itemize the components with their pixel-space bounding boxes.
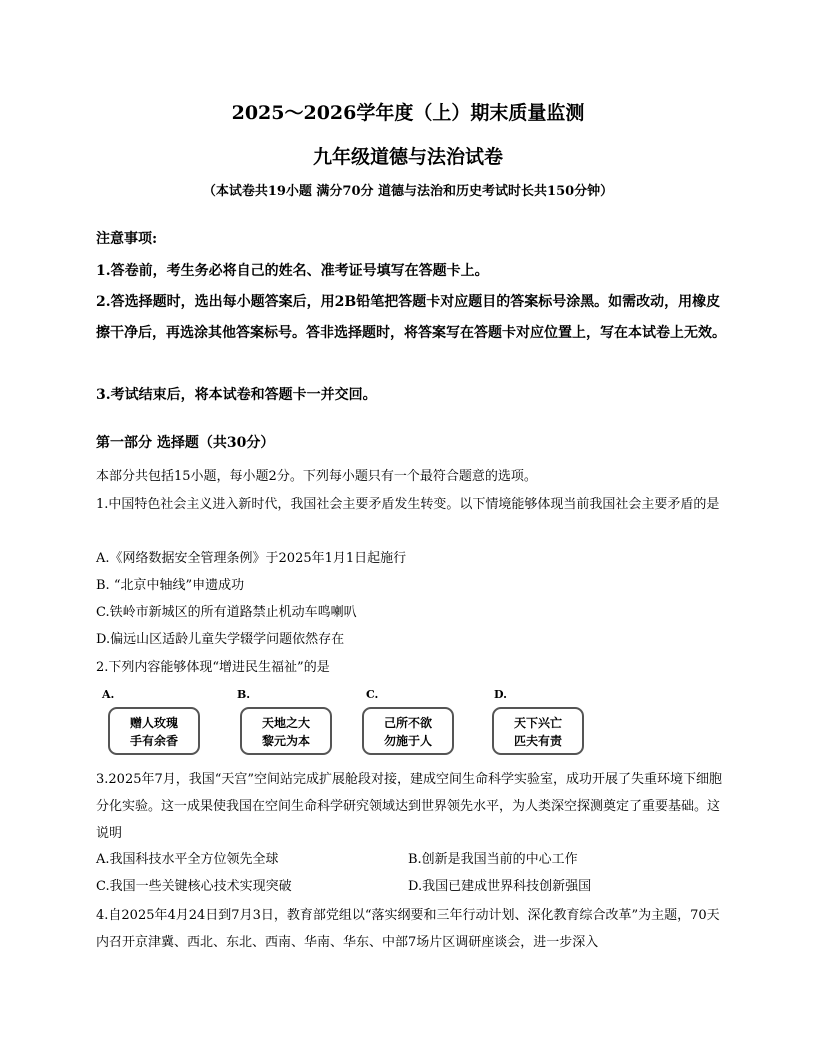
note-item: 2.答选择题时，选出每小题答案后，用2B铅笔把答题卡对应题目的答案标号涂黑。如需改动，用橡皮擦干净后，再选涂其他答案标号。答非选择题时，将答案写在答题卡对应位置上，写在本试卷上无效。 [96, 294, 726, 341]
question-2-card-a-letter: A. [102, 688, 115, 701]
notes-heading: 注意事项: [96, 231, 158, 247]
question-1-option-c: C.铁岭市新城区的所有道路禁止机动车鸣喇叭 [96, 605, 357, 620]
question-2-stem: 2.下列内容能够体现“增进民生福祉”的是 [96, 660, 330, 675]
question-2-card-c-letter: C. [366, 688, 379, 701]
card-line: 勿施于人 [383, 734, 432, 748]
question-1-option-a: A.《网络数据安全管理条例》于2025年1月1日起施行 [96, 551, 407, 566]
section-intro: 本部分共包括15小题，每小题2分。下列每小题只有一个最符合题意的选项。 [96, 469, 537, 484]
card-line: 手有余香 [129, 734, 178, 748]
question-1-stem: 1.中国特色社会主义进入新时代，我国社会主要矛盾发生转变。以下情境能够体现当前我国社会主要矛盾的是 [96, 497, 720, 512]
question-3-option-d: D.我国已建成世界科技创新强国 [408, 879, 592, 894]
section-heading: 第一部分 选择题（共30分） [96, 435, 275, 451]
card-line: 己所不欲 [383, 716, 432, 730]
note-item: 3.考试结束后，将本试卷和答题卡一并交回。 [96, 387, 377, 403]
card-line: 天地之大 [261, 716, 310, 730]
question-2-card-b-letter: B. [237, 688, 251, 701]
card-line: 天下兴亡 [513, 716, 562, 730]
exam-title: 2025～2026学年度（上）期末质量监测 [231, 102, 585, 124]
question-3-option-a: A.我国科技水平全方位领先全球 [96, 852, 279, 867]
card-line: 黎元为本 [261, 734, 310, 748]
question-2-card-d [492, 707, 584, 755]
card-line: 匹夫有责 [513, 734, 562, 748]
question-1-option-d: D.偏远山区适龄儿童失学辍学问题依然存在 [96, 632, 345, 647]
question-2-card-c [362, 707, 454, 755]
question-3-stem: 3.2025年7月，我国“天宫”空间站完成扩展舱段对接，建成空间生命科学实验室，成功开展了失重环境下细胞分化实验。这一成果使我国在空间生命科学研究领域达到世界领先水平，为人类深空探测奠定了重要基础。这说明 [96, 772, 723, 841]
question-1-option-b: B. “北京中轴线”申遗成功 [96, 578, 245, 593]
question-4-stem: 4.自2025年4月24日到7月3日，教育部党组以“落实纲要和三年行动计划、深化教育综合改革”为主题，70天内召开京津冀、西北、东北、西南、华南、华东、中部7场片区调研座谈会，进一步深入 [96, 908, 720, 950]
exam-info: （本试卷共19小题 满分70分 道德与法治和历史考试时长共150分钟） [202, 184, 614, 199]
note-item: 1.答卷前，考生务必将自己的姓名、准考证号填写在答题卡上。 [96, 263, 489, 279]
exam-subject: 九年级道德与法治试卷 [312, 146, 503, 168]
question-2-card-a [108, 707, 200, 755]
question-2-card-d-letter: D. [494, 688, 507, 701]
question-3-option-b: B.创新是我国当前的中心工作 [408, 852, 578, 867]
question-2-card-b [240, 707, 332, 755]
question-3-option-c: C.我国一些关键核心技术实现突破 [96, 879, 292, 894]
card-line: 赠人玫瑰 [129, 716, 178, 730]
